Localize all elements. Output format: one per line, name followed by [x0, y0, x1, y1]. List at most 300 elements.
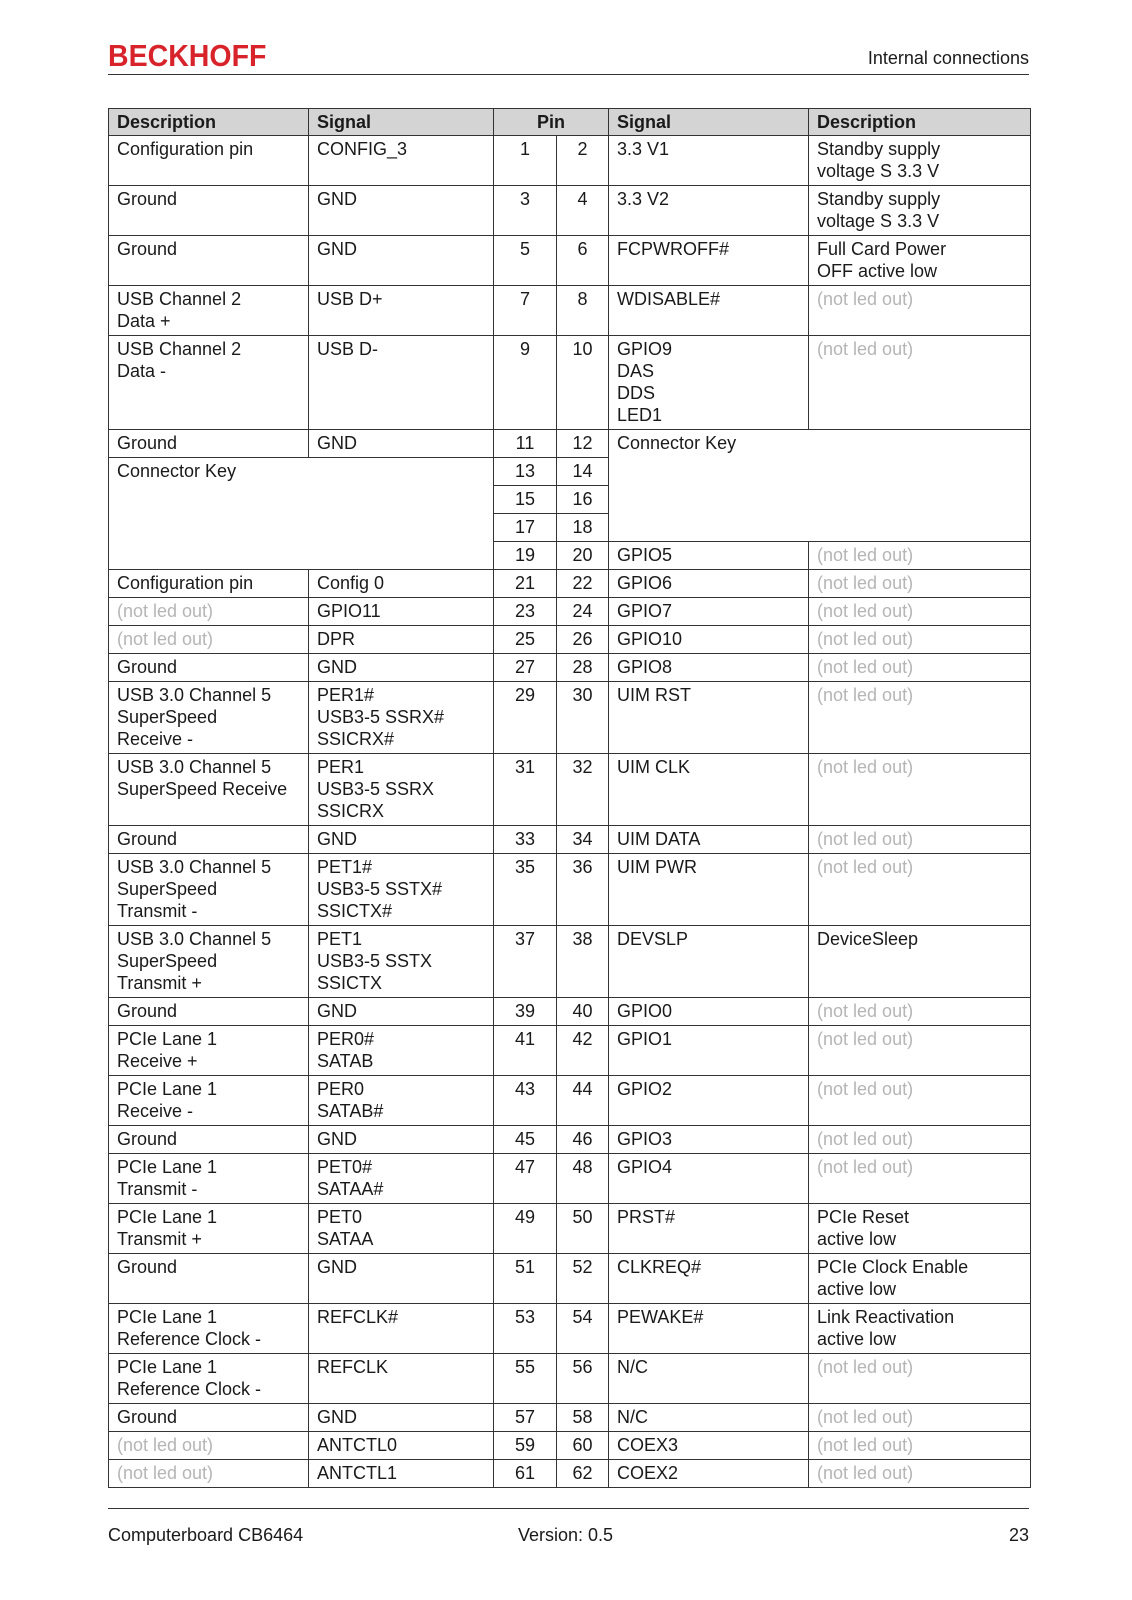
table-row	[109, 1354, 1031, 1404]
cell-signal-right	[609, 598, 809, 626]
cell-pin-even-text: 26	[572, 629, 593, 649]
cell-description-right	[809, 1304, 1031, 1354]
cell-signal-left-text: PET1# USB3-5 SSTX# SSICTX#	[317, 857, 443, 921]
cell-signal-right	[609, 854, 809, 926]
cell-signal-right	[609, 1254, 809, 1304]
cell-pin-even	[557, 1254, 609, 1304]
cell-signal-left-text: ANTCTL0	[317, 1435, 398, 1455]
cell-description-right-text: Standby supply voltage S 3.3 V	[817, 139, 941, 181]
cell-pin-even	[557, 654, 609, 682]
cell-signal-left	[309, 826, 494, 854]
cell-signal-left-text: GND	[317, 433, 357, 453]
cell-pin-even-text: 6	[577, 239, 588, 259]
cell-signal-right-text: PEWAKE#	[617, 1307, 704, 1327]
cell-description-right	[809, 926, 1031, 998]
cell-pin-even	[557, 1404, 609, 1432]
cell-signal-left	[309, 236, 494, 286]
cell-description-right-text: Standby supply voltage S 3.3 V	[817, 189, 941, 231]
cell-pin-even-text: 8	[577, 289, 588, 309]
cell-description-left	[109, 626, 309, 654]
cell-description-right	[809, 754, 1031, 826]
table-row	[109, 598, 1031, 626]
cell-pin-even-text: 24	[572, 601, 593, 621]
cell-signal-right-text: Connector Key	[617, 433, 737, 453]
cell-pin-odd-text: 11	[515, 433, 535, 453]
cell-pin-even-text: 38	[572, 929, 593, 949]
cell-pin-even	[557, 1126, 609, 1154]
cell-description-right-text: (not led out)	[817, 1357, 914, 1377]
cell-signal-left-text: GPIO11	[317, 601, 381, 621]
cell-description-right-text: (not led out)	[817, 685, 914, 705]
cell-pin-odd	[494, 1304, 557, 1354]
cell-pin-odd-text: 17	[514, 517, 536, 537]
cell-signal-right-text: UIM PWR	[617, 857, 698, 877]
cell-signal-right	[609, 1026, 809, 1076]
cell-pin-odd-text: 3	[519, 189, 530, 209]
cell-description-right	[809, 286, 1031, 336]
pin-assignment-table	[108, 108, 1031, 1488]
cell-signal-right-text: 3.3 V2	[617, 189, 670, 209]
table-row	[109, 1404, 1031, 1432]
cell-description-left-text: Configuration pin	[117, 139, 254, 159]
cell-pin-odd	[494, 336, 557, 430]
cell-signal-left-text: REFCLK#	[317, 1307, 399, 1327]
cell-signal-right	[609, 1076, 809, 1126]
cell-pin-even	[557, 1432, 609, 1460]
cell-signal-right-text: GPIO0	[617, 1001, 673, 1021]
cell-description-left	[109, 1460, 309, 1488]
cell-pin-even-text: 46	[572, 1129, 593, 1149]
cell-signal-left-text: GND	[317, 1129, 357, 1149]
cell-signal-right	[609, 826, 809, 854]
cell-description-right-text: (not led out)	[817, 1435, 914, 1455]
cell-description-right-text: PCIe Reset active low	[817, 1207, 910, 1249]
cell-description-left-text: Ground	[117, 189, 178, 209]
cell-pin-odd	[494, 286, 557, 336]
header-description-left: Description	[109, 109, 309, 136]
cell-description-left-text: (not led out)	[117, 1463, 214, 1483]
cell-description-right-text: (not led out)	[817, 1157, 914, 1177]
cell-pin-odd	[494, 654, 557, 682]
cell-signal-left-text: REFCLK	[317, 1357, 389, 1377]
cell-signal-right-text: GPIO7	[617, 601, 673, 621]
cell-description-left-text: Ground	[117, 433, 178, 453]
cell-signal-right-text: GPIO4	[617, 1157, 673, 1177]
cell-pin-odd	[494, 598, 557, 626]
cell-pin-odd-text: 33	[514, 829, 536, 849]
cell-description-left-text: USB 3.0 Channel 5 SuperSpeed Receive -	[117, 685, 272, 749]
header-signal-right: Signal	[609, 109, 809, 136]
cell-pin-odd-text: 55	[514, 1357, 536, 1377]
cell-description-right-text: (not led out)	[817, 601, 914, 621]
cell-signal-left-text: GND	[317, 189, 357, 209]
cell-signal-left-text: GND	[317, 829, 357, 849]
cell-pin-odd	[494, 570, 557, 598]
cell-signal-right-text: GPIO8	[617, 657, 673, 677]
table-row	[109, 1460, 1031, 1488]
cell-pin-odd	[494, 236, 557, 286]
cell-pin-odd	[494, 926, 557, 998]
cell-pin-even-text: 58	[572, 1407, 593, 1427]
cell-description-left	[109, 570, 309, 598]
cell-description-right	[809, 542, 1031, 570]
cell-pin-odd-text: 45	[514, 1129, 536, 1149]
cell-pin-odd-text: 35	[514, 857, 536, 877]
cell-description-right	[809, 570, 1031, 598]
cell-description-right	[809, 1154, 1031, 1204]
cell-description-right-text: (not led out)	[817, 629, 914, 649]
cell-signal-left	[309, 336, 494, 430]
cell-signal-left	[309, 1254, 494, 1304]
cell-signal-left-text: PET0 SATAA	[317, 1207, 374, 1249]
cell-signal-right-text: FCPWROFF#	[617, 239, 730, 259]
cell-pin-odd	[494, 1154, 557, 1204]
cell-signal-left	[309, 1154, 494, 1204]
cell-description-left	[109, 1432, 309, 1460]
cell-signal-right-text: UIM DATA	[617, 829, 701, 849]
cell-description-left	[109, 136, 309, 186]
cell-pin-odd-text: 21	[514, 573, 536, 593]
cell-signal-right-text: N/C	[617, 1407, 649, 1427]
cell-pin-odd	[494, 1254, 557, 1304]
cell-pin-odd	[494, 826, 557, 854]
cell-description-right-text: DeviceSleep	[817, 929, 919, 949]
cell-signal-right-text: UIM RST	[617, 685, 692, 705]
table-row	[109, 1304, 1031, 1354]
table-row	[109, 1126, 1031, 1154]
cell-description-left-text: Connector Key	[117, 461, 237, 481]
cell-pin-even	[557, 430, 609, 458]
table-row	[109, 626, 1031, 654]
cell-description-left-text: USB Channel 2 Data +	[117, 289, 242, 331]
cell-signal-left-text: PER0# SATAB	[317, 1029, 375, 1071]
cell-signal-right	[609, 754, 809, 826]
cell-description-left-text: Configuration pin	[117, 573, 254, 593]
cell-description-left	[109, 1076, 309, 1126]
header-pin: Pin	[494, 109, 609, 136]
cell-signal-left	[309, 854, 494, 926]
cell-description-left	[109, 1126, 309, 1154]
cell-pin-even	[557, 626, 609, 654]
cell-description-left-text: USB 3.0 Channel 5 SuperSpeed Transmit +	[117, 929, 272, 993]
cell-pin-even-text: 32	[572, 757, 593, 777]
cell-pin-odd-text: 31	[514, 757, 536, 777]
cell-signal-right	[609, 1404, 809, 1432]
cell-signal-right-text: COEX2	[617, 1463, 679, 1483]
cell-description-left-text: PCIe Lane 1 Reference Clock -	[117, 1307, 262, 1349]
cell-description-left	[109, 998, 309, 1026]
cell-description-right-text: PCIe Clock Enable active low	[817, 1257, 969, 1299]
cell-pin-even-text: 10	[572, 339, 593, 359]
cell-pin-odd-text: 49	[514, 1207, 536, 1227]
cell-description-left	[109, 1254, 309, 1304]
cell-pin-odd-text: 19	[514, 545, 536, 565]
cell-pin-even	[557, 1154, 609, 1204]
cell-description-left	[109, 458, 494, 570]
cell-signal-left	[309, 998, 494, 1026]
cell-signal-right-text: GPIO6	[617, 573, 673, 593]
cell-pin-even-text: 30	[572, 685, 593, 705]
cell-signal-left	[309, 598, 494, 626]
cell-description-left-text: PCIe Lane 1 Transmit -	[117, 1157, 218, 1199]
cell-description-left-text: USB Channel 2 Data -	[117, 339, 242, 381]
cell-description-right	[809, 1432, 1031, 1460]
table-row	[109, 998, 1031, 1026]
cell-pin-even	[557, 754, 609, 826]
cell-description-left-text: USB 3.0 Channel 5 SuperSpeed Transmit -	[117, 857, 272, 921]
cell-signal-left	[309, 570, 494, 598]
cell-description-right-text: (not led out)	[817, 1001, 914, 1021]
cell-description-left-text: Ground	[117, 1001, 178, 1021]
cell-signal-right	[609, 626, 809, 654]
cell-signal-left	[309, 1432, 494, 1460]
cell-description-right	[809, 854, 1031, 926]
cell-signal-right	[609, 336, 809, 430]
table-row	[109, 186, 1031, 236]
cell-pin-even	[557, 542, 609, 570]
cell-signal-left-text: GND	[317, 657, 357, 677]
cell-signal-right-text: GPIO1	[617, 1029, 673, 1049]
cell-description-right-text: Link Reactivation active low	[817, 1307, 955, 1349]
cell-pin-even	[557, 682, 609, 754]
cell-pin-odd-text: 61	[514, 1463, 536, 1483]
cell-description-left	[109, 682, 309, 754]
cell-signal-right-text: PRST#	[617, 1207, 676, 1227]
cell-pin-even-text: 22	[572, 573, 593, 593]
footer-page-number: 23	[1008, 1525, 1029, 1545]
cell-pin-odd	[494, 486, 557, 514]
cell-pin-odd	[494, 1460, 557, 1488]
table-row	[109, 654, 1031, 682]
cell-signal-right	[609, 1354, 809, 1404]
cell-description-right-text: Full Card Power OFF active low	[817, 239, 947, 281]
cell-pin-even-text: 50	[572, 1207, 593, 1227]
cell-pin-even-text: 40	[572, 1001, 593, 1021]
cell-description-left	[109, 1304, 309, 1354]
cell-description-right	[809, 336, 1031, 430]
cell-signal-right-text: 3.3 V1	[617, 139, 670, 159]
cell-signal-left	[309, 1404, 494, 1432]
cell-description-right-text: (not led out)	[817, 1029, 914, 1049]
footer-version: Version: 0.5	[518, 1525, 614, 1545]
cell-description-left	[109, 186, 309, 236]
cell-description-right	[809, 1404, 1031, 1432]
cell-description-left	[109, 654, 309, 682]
cell-signal-right-text: UIM CLK	[617, 757, 691, 777]
cell-pin-even-text: 34	[572, 829, 593, 849]
cell-description-right	[809, 236, 1031, 286]
cell-description-left-text: Ground	[117, 657, 178, 677]
cell-description-right	[809, 654, 1031, 682]
cell-pin-odd-text: 27	[514, 657, 536, 677]
cell-signal-left	[309, 1026, 494, 1076]
table-row	[109, 1154, 1031, 1204]
cell-description-left-text: Ground	[117, 239, 178, 259]
cell-description-right-text: (not led out)	[817, 289, 914, 309]
table-row	[109, 430, 1031, 458]
cell-description-right-text: (not led out)	[817, 857, 914, 877]
header-signal-left: Signal	[309, 109, 494, 136]
cell-pin-odd-text: 15	[514, 489, 536, 509]
cell-pin-even	[557, 458, 609, 486]
cell-description-right	[809, 826, 1031, 854]
cell-pin-even	[557, 570, 609, 598]
cell-signal-left	[309, 682, 494, 754]
cell-signal-left	[309, 754, 494, 826]
cell-pin-even	[557, 1204, 609, 1254]
cell-pin-even	[557, 286, 609, 336]
cell-pin-odd-text: 9	[519, 339, 530, 359]
cell-signal-right	[609, 1154, 809, 1204]
cell-description-left-text: USB 3.0 Channel 5 SuperSpeed Receive	[117, 757, 288, 799]
cell-signal-left	[309, 1460, 494, 1488]
cell-signal-right-text: N/C	[617, 1357, 649, 1377]
cell-description-right	[809, 598, 1031, 626]
cell-signal-right	[609, 136, 809, 186]
cell-description-right-text: (not led out)	[817, 1079, 914, 1099]
cell-pin-odd-text: 7	[519, 289, 530, 309]
cell-pin-even-text: 42	[572, 1029, 593, 1049]
footer-divider	[108, 1508, 1029, 1509]
cell-description-right	[809, 186, 1031, 236]
cell-pin-even-text: 52	[572, 1257, 593, 1277]
cell-pin-odd	[494, 754, 557, 826]
cell-description-right	[809, 136, 1031, 186]
cell-description-left	[109, 236, 309, 286]
cell-description-left-text: (not led out)	[117, 1435, 214, 1455]
cell-signal-right	[609, 926, 809, 998]
cell-signal-left	[309, 1354, 494, 1404]
cell-pin-odd	[494, 1126, 557, 1154]
cell-pin-even	[557, 1304, 609, 1354]
cell-description-right	[809, 1076, 1031, 1126]
cell-pin-even	[557, 1076, 609, 1126]
beckhoff-logo: BECKHOFF	[108, 38, 267, 73]
cell-signal-right-text: GPIO10	[617, 629, 683, 649]
cell-pin-even	[557, 1026, 609, 1076]
cell-signal-right	[609, 570, 809, 598]
cell-pin-even-text: 56	[572, 1357, 593, 1377]
cell-pin-odd	[494, 1076, 557, 1126]
cell-pin-odd-text: 41	[514, 1029, 536, 1049]
table-row	[109, 854, 1031, 926]
table-row	[109, 236, 1031, 286]
cell-signal-left	[309, 136, 494, 186]
cell-pin-odd-text: 5	[519, 239, 530, 259]
cell-pin-odd	[494, 430, 557, 458]
cell-pin-even	[557, 486, 609, 514]
cell-signal-left	[309, 1304, 494, 1354]
cell-description-right-text: (not led out)	[817, 573, 914, 593]
cell-signal-left	[309, 186, 494, 236]
cell-description-right-text: (not led out)	[817, 829, 914, 849]
cell-signal-left	[309, 654, 494, 682]
cell-signal-left	[309, 1204, 494, 1254]
cell-signal-right-text: WDISABLE#	[617, 289, 721, 309]
cell-signal-left	[309, 430, 494, 458]
footer-product: Computerboard CB6464	[108, 1525, 304, 1545]
table-row	[109, 570, 1031, 598]
cell-pin-even-text: 2	[577, 139, 588, 159]
cell-description-right	[809, 1204, 1031, 1254]
cell-pin-even-text: 12	[572, 433, 593, 453]
cell-description-left	[109, 854, 309, 926]
cell-pin-even-text: 62	[572, 1463, 593, 1483]
table-row	[109, 336, 1031, 430]
cell-description-left-text: (not led out)	[117, 629, 214, 649]
cell-description-left	[109, 336, 309, 430]
cell-description-right-text: (not led out)	[817, 1407, 914, 1427]
table-row	[109, 754, 1031, 826]
cell-signal-right-text: GPIO3	[617, 1129, 673, 1149]
cell-description-right	[809, 682, 1031, 754]
cell-pin-even	[557, 926, 609, 998]
cell-signal-right-text: GPIO9 DAS DDS LED1	[617, 339, 673, 425]
cell-signal-left	[309, 626, 494, 654]
cell-pin-odd-text: 1	[519, 139, 530, 159]
cell-signal-left-text: CONFIG_3	[317, 139, 408, 159]
cell-description-left-text: (not led out)	[117, 601, 214, 621]
cell-pin-even-text: 28	[572, 657, 593, 677]
cell-signal-right	[609, 1304, 809, 1354]
cell-pin-odd-text: 25	[514, 629, 536, 649]
cell-description-left	[109, 1204, 309, 1254]
cell-pin-even	[557, 826, 609, 854]
cell-signal-left-text: USB D+	[317, 289, 383, 309]
cell-description-left	[109, 1354, 309, 1404]
cell-pin-odd	[494, 542, 557, 570]
cell-pin-even	[557, 186, 609, 236]
cell-signal-left	[309, 286, 494, 336]
cell-signal-left-text: GND	[317, 1001, 357, 1021]
header-description-right: Description	[809, 109, 1031, 136]
cell-description-right-text: (not led out)	[817, 1129, 914, 1149]
cell-pin-odd-text: 57	[514, 1407, 536, 1427]
cell-pin-odd-text: 39	[514, 1001, 536, 1021]
cell-description-left	[109, 286, 309, 336]
cell-pin-even-text: 20	[572, 545, 593, 565]
cell-pin-even	[557, 514, 609, 542]
cell-signal-right	[609, 682, 809, 754]
cell-signal-left-text: GND	[317, 239, 357, 259]
cell-pin-even	[557, 1460, 609, 1488]
table-row	[109, 926, 1031, 998]
table-row	[109, 1254, 1031, 1304]
cell-pin-odd-text: 23	[514, 601, 536, 621]
table-header-row	[109, 109, 1031, 136]
cell-pin-odd-text: 29	[514, 685, 536, 705]
cell-pin-even-text: 44	[572, 1079, 593, 1099]
cell-pin-odd-text: 43	[514, 1079, 536, 1099]
cell-pin-odd-text: 47	[514, 1157, 536, 1177]
cell-signal-right	[609, 654, 809, 682]
cell-signal-left-text: DPR	[317, 629, 356, 649]
cell-signal-right	[609, 186, 809, 236]
cell-pin-odd	[494, 682, 557, 754]
cell-description-left	[109, 754, 309, 826]
cell-pin-odd	[494, 458, 557, 486]
cell-signal-right	[609, 236, 809, 286]
cell-signal-left	[309, 1076, 494, 1126]
cell-pin-even	[557, 854, 609, 926]
cell-signal-left-text: PER0 SATAB#	[317, 1079, 384, 1121]
cell-pin-odd	[494, 854, 557, 926]
cell-description-right	[809, 1026, 1031, 1076]
cell-signal-right	[609, 430, 1031, 542]
cell-description-left	[109, 1154, 309, 1204]
header-divider	[108, 74, 1029, 75]
cell-pin-odd	[494, 1204, 557, 1254]
